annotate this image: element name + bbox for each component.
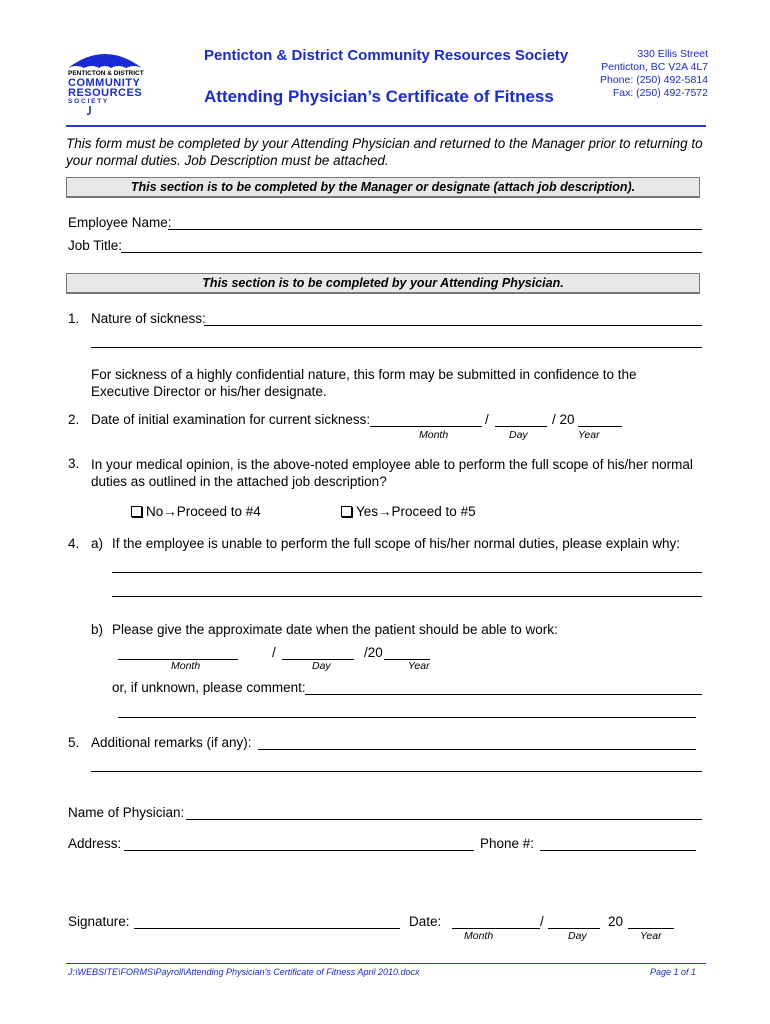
- logo-line4: S O C I E T Y: [68, 98, 108, 105]
- date-month-field[interactable]: [452, 928, 540, 929]
- q1-number: 1.: [68, 311, 80, 326]
- q2-year-field[interactable]: [578, 426, 622, 427]
- employee-name-label: Employee Name:: [68, 215, 172, 230]
- q4a-field-1[interactable]: [112, 572, 702, 573]
- q5-number: 5.: [68, 735, 80, 750]
- q3-number: 3.: [68, 456, 80, 471]
- q4b-day-caption: Day: [312, 660, 331, 672]
- q5-field-2[interactable]: [91, 771, 702, 772]
- address-line: Penticton, BC V2A 4L7: [601, 61, 708, 73]
- date-twenty: 20: [608, 914, 624, 929]
- date-label: Date:: [409, 914, 442, 929]
- q2-label: Date of initial examination for current sickness:: [91, 412, 371, 427]
- manager-section-heading: This section is to be completed by the Manager or designate (attach job description).: [66, 177, 700, 198]
- q4a-field-2[interactable]: [112, 596, 702, 597]
- q4b-text: Please give the approximate date when the patient should be able to work:: [112, 622, 558, 637]
- q4b-letter: b): [91, 622, 104, 637]
- q2-number: 2.: [68, 412, 80, 427]
- option-yes-label: Yes→Proceed to #5: [356, 504, 476, 519]
- date-month-caption: Month: [464, 930, 494, 942]
- q3-option-yes[interactable]: [341, 504, 476, 520]
- q4b-comment-field-2[interactable]: [118, 717, 696, 718]
- q1-field-2[interactable]: [91, 347, 702, 348]
- logo-line1: PENTICTON & DISTRICT: [68, 70, 144, 77]
- q4a-letter: a): [91, 536, 104, 551]
- logo-line2: COMMUNITY: [68, 77, 141, 89]
- phone-field[interactable]: [540, 850, 696, 851]
- footer-divider: [66, 963, 706, 964]
- q4b-month-caption: Month: [171, 660, 201, 672]
- header-divider: [66, 125, 706, 127]
- q2-twenty: / 20: [552, 412, 575, 427]
- date-year-field[interactable]: [628, 928, 674, 929]
- q4b-comment-field-1[interactable]: [305, 694, 702, 695]
- address-field[interactable]: [124, 850, 474, 851]
- q3-text: In your medical opinion, is the above-noted employee able to perform the full scope of his/her normal duties as outlined in the attached job description?: [91, 457, 693, 489]
- umbrella-handle-icon: [85, 106, 95, 116]
- q3-option-no[interactable]: [131, 504, 261, 520]
- date-day-field[interactable]: [548, 928, 600, 929]
- phone-label: Phone #:: [480, 836, 535, 851]
- address-line: Phone: (250) 492-5814: [600, 74, 708, 86]
- q2-month-caption: Month: [419, 429, 449, 441]
- checkbox-yes[interactable]: [341, 506, 352, 517]
- umbrella-icon: [66, 46, 144, 72]
- date-slash: /: [540, 914, 544, 929]
- confidential-note: For sickness of a highly confidential nature, this form may be submitted in confidence to the Executive Director or his/her designate.: [91, 367, 637, 399]
- form-title: Attending Physician’s Certificate of Fitness: [204, 87, 554, 106]
- q4b-twenty: /20: [364, 645, 383, 660]
- physician-section-heading: This section is to be completed by your Attending Physician.: [66, 273, 700, 294]
- date-year-caption: Year: [640, 930, 662, 942]
- org-name: Penticton & District Community Resources Society: [204, 47, 569, 64]
- q1-field[interactable]: [204, 325, 702, 326]
- q4-number: 4.: [68, 536, 80, 551]
- employee-name-field[interactable]: [168, 229, 702, 230]
- address-label: Address:: [68, 836, 122, 851]
- address-line: Fax: (250) 492-7572: [612, 87, 708, 99]
- footer-page: Page 1 of 1: [649, 967, 696, 977]
- q2-slash: /: [485, 412, 489, 427]
- q1-label: Nature of sickness:: [91, 311, 206, 326]
- signature-field[interactable]: [134, 928, 400, 929]
- job-title-label: Job Title:: [68, 238, 123, 253]
- q4a-text: If the employee is unable to perform the full scope of his/her normal duties, please explain why:: [112, 536, 681, 551]
- physician-name-field[interactable]: [186, 819, 702, 820]
- date-day-caption: Day: [568, 930, 587, 942]
- option-no-label: No→Proceed to #4: [146, 504, 261, 519]
- q2-day-caption: Day: [509, 429, 528, 441]
- org-logo: [66, 46, 144, 118]
- q2-day-field[interactable]: [495, 426, 547, 427]
- logo-line3: RESOURCES: [68, 87, 143, 99]
- q2-month-field[interactable]: [370, 426, 482, 427]
- q2-year-caption: Year: [578, 429, 600, 441]
- intro-text: This form must be completed by your Attending Physician and returned to the Manager prior to returning to your normal duties. Job Description must be attached.: [66, 136, 703, 168]
- q5-label: Additional remarks (if any):: [91, 735, 252, 750]
- q4b-slash: /: [272, 645, 276, 660]
- footer-path: J:\WEBSITE\FORMS\Payroll\Attending Physician's Certificate of Fitness April 2010.docx: [68, 967, 420, 977]
- job-title-field[interactable]: [121, 252, 702, 253]
- address-line: 330 Ellis Street: [637, 48, 708, 60]
- q4b-unknown-label: or, if unknown, please comment:: [112, 680, 306, 695]
- checkbox-no[interactable]: [131, 506, 142, 517]
- org-address: [600, 48, 708, 100]
- signature-label: Signature:: [68, 914, 130, 929]
- physician-name-label: Name of Physician:: [68, 805, 185, 820]
- q5-field-1[interactable]: [258, 749, 696, 750]
- q4b-year-caption: Year: [408, 660, 430, 672]
